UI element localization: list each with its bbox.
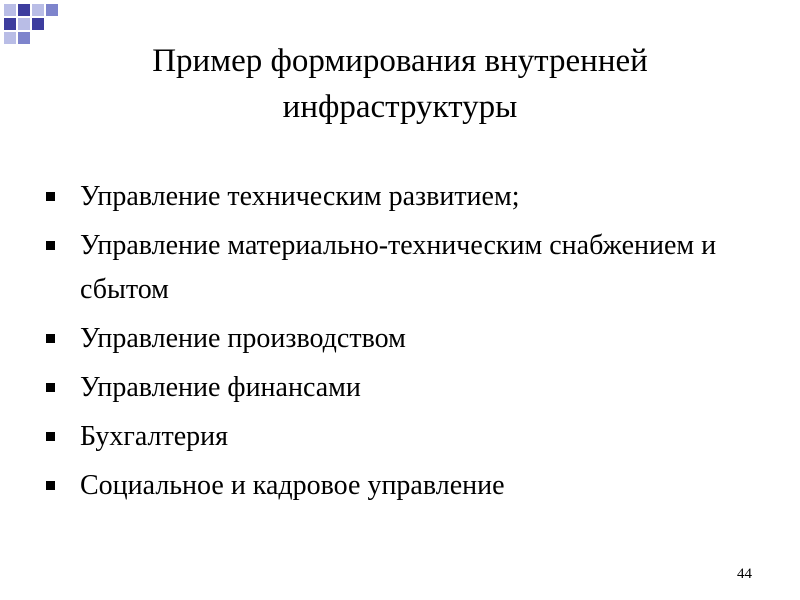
list-item: [44, 415, 744, 459]
bullet-list: [44, 175, 744, 513]
decor-square: [18, 18, 30, 30]
list-item: [44, 366, 744, 410]
square-bullet-icon: [46, 481, 55, 490]
square-bullet-icon: [46, 432, 55, 441]
page-number: 44: [737, 566, 752, 582]
square-bullet-icon: [46, 383, 55, 392]
decor-square: [4, 32, 16, 44]
square-bullet-icon: [46, 334, 55, 343]
square-bullet-icon: [46, 192, 55, 201]
decor-square: [4, 18, 16, 30]
list-item-text: Управление техническим развитием;: [80, 181, 520, 212]
list-item-text: Управление материально-техническим снабжением и сбытом: [80, 230, 717, 305]
list-item-text: Бухгалтерия: [80, 421, 229, 452]
list-item: [44, 464, 744, 508]
decor-square: [46, 4, 58, 16]
decor-square: [4, 4, 16, 16]
list-item: [44, 317, 744, 361]
list-item: [44, 224, 744, 312]
decor-square: [32, 4, 44, 16]
decor-square: [32, 18, 44, 30]
list-item-text: Управление производством: [80, 323, 406, 354]
decor-square: [18, 4, 30, 16]
decor-square: [18, 32, 30, 44]
list-item-text: Социальное и кадровое управление: [80, 470, 505, 501]
square-bullet-icon: [46, 241, 55, 250]
list-item-text: Управление финансами: [80, 372, 361, 403]
slide-title: Пример формирования внутренней инфраструктуры: [152, 43, 648, 125]
list-item: [44, 175, 744, 219]
